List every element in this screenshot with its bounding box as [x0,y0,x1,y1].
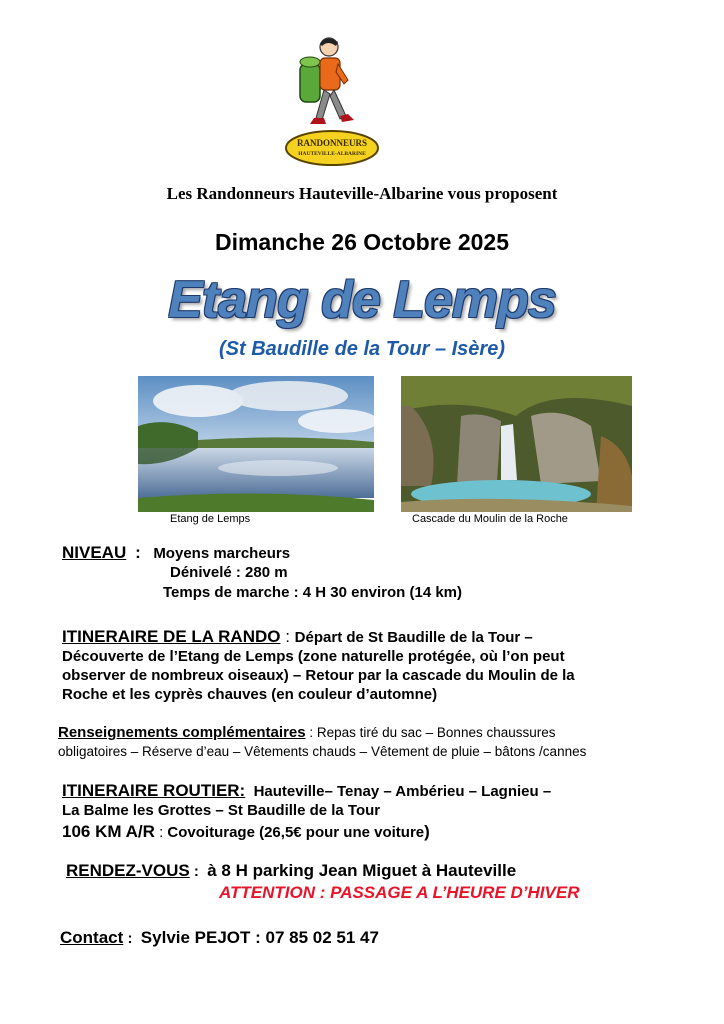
routier-line-2: La Balme les Grottes – St Baudille de la Tour [62,802,381,819]
niveau-label: NIVEAU [62,543,127,562]
niveau-sep: : [130,543,141,562]
itineraire-sep: : [280,627,295,646]
logo-text-line1: RANDONNEURS [296,138,368,148]
niveau-temps-km: (14 km) [409,584,463,601]
contact-line [60,928,379,948]
rendezvous-line [66,861,516,881]
niveau-temps-text: Temps de marche : 4 H 30 environ [163,584,410,601]
routier-covoit-end: ) [424,822,430,841]
renseignements-sep: : [305,725,317,740]
routier-km: 106 KM A/R [62,822,155,841]
contact-value: Sylvie PEJOT : 07 85 02 51 47 [140,928,379,947]
routier-line-3 [62,822,430,842]
renseignements-text-1: Repas tiré du sac – Bonnes chaussures [316,725,556,740]
photo-caption-etang: Etang de Lemps [170,513,251,525]
rendezvous-sep: : [189,863,199,880]
itineraire-line-3: observer de nombreux oiseaux) – Retour par la cascade du Moulin de la [62,667,575,684]
logo-text-line2: HAUTEVILLE-ALBARINE [298,151,366,157]
renseignements-label: Renseignements complémentaires [58,724,306,741]
niveau-temps [163,584,462,601]
photo-etang [138,376,374,512]
niveau-line [62,543,290,563]
event-date: Dimanche 26 Octobre 2025 [214,229,510,255]
rendezvous-label: RENDEZ-VOUS [66,861,190,880]
itineraire-line-2: Découverte de l’Etang de Lemps (zone naturelle protégée, où l’on peut [62,648,565,665]
club-logo [282,30,382,170]
event-title: Etang de Lemps [168,271,556,329]
niveau-value: Moyens marcheurs [153,545,291,562]
routier-text-1: Hauteville– Tenay – Ambérieu – Lagnieu – [253,783,552,800]
hiker-logo-image [282,30,382,170]
event-subtitle: (St Baudille de la Tour – Isère) [219,338,505,360]
routier-label: ITINERAIRE ROUTIER: [62,781,246,800]
photo-caption-cascade: Cascade du Moulin de la Roche [412,513,568,525]
routier-line-1 [62,781,551,801]
rendezvous-attention: ATTENTION : PASSAGE A L’HEURE D’HIVER [219,883,580,902]
itineraire-text-1: Départ de St Baudille de la Tour – [294,629,533,646]
contact-label: Contact [60,928,124,947]
intro-text: Les Randonneurs Hauteville-Albarine vous proposent [166,184,558,203]
rendezvous-value: à 8 H parking Jean Miguet à Hauteville [207,861,517,880]
itineraire-line-1 [62,627,533,647]
routier-sep: : [154,824,168,841]
renseignements-line-2: obligatoires – Réserve d’eau – Vêtements chauds – Vêtement de pluie – bâtons /cannes [58,744,587,759]
photo-cascade [401,376,632,512]
contact-sep: : [123,930,133,947]
itineraire-line-4: Roche et les cyprès chauves (en couleur d’automne) [62,686,438,703]
renseignements-line-1 [58,724,556,741]
niveau-denivele: Dénivelé : 280 m [170,564,288,581]
itineraire-label: ITINERAIRE DE LA RANDO [62,627,281,646]
routier-covoit: Covoiturage (26,5€ pour une voiture [167,824,425,841]
